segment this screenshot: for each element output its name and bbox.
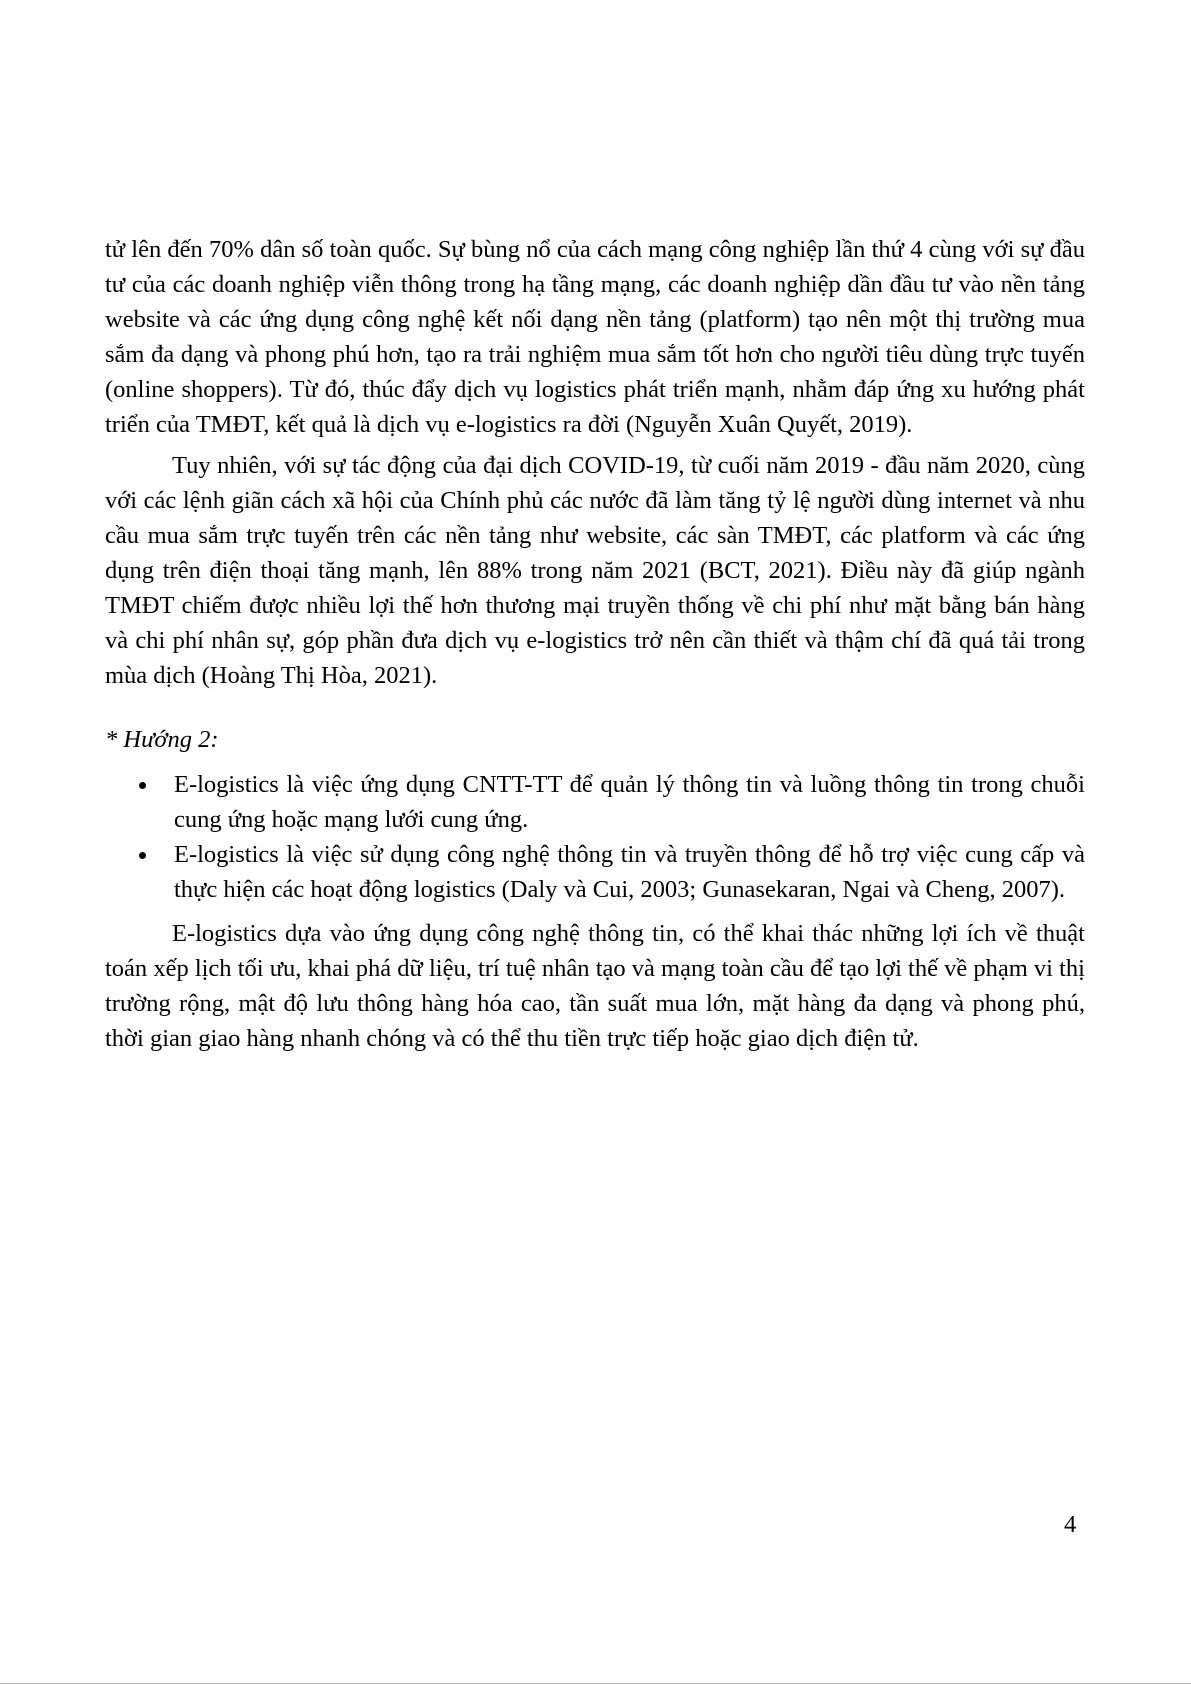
paragraph-covid-impact: Tuy nhiên, với sự tác động của đại dịch COVID-19, từ cuối năm 2019 - đầu năm 2020, cùng với các lệnh giãn cách xã hội của Chính phủ các nước đã làm tăng tỷ lệ người dùng internet và nhu cầu mua sắm trực tuyến trên các nền tảng như website, các sàn TMĐT, các platform và các ứng dụng trên điện thoại tăng mạnh, lên 88% trong năm 2021 (BCT, 2021). Điều này đã giúp ngành TMĐT chiếm được nhiều lợi thế hơn thương mại truyền thống về chi phí như mặt bằng bán hàng và chi phí nhân sự, góp phần đưa dịch vụ e-logistics trở nên cần thiết và thậm chí đã quá tải trong mùa dịch (Hoàng Thị Hòa, 2021).: [105, 452, 1085, 689]
page-number: 4: [1064, 1511, 1077, 1538]
list-item-text: E-logistics là việc sử dụng công nghệ thông tin và truyền thông để hỗ trợ việc cung cấp và thực hiện các hoạt động logistics (Daly và Cui, 2003; Gunasekaran, Ngai và Cheng, 2007).: [174, 841, 1085, 903]
list-item: [105, 837, 1085, 907]
bullet-dot-icon: [139, 782, 146, 789]
bullet-dot-icon: [139, 852, 146, 859]
page-bottom-edge: [0, 1683, 1191, 1684]
paragraph-intro-continuation: tử lên đến 70% dân số toàn quốc. Sự bùng nổ của cách mạng công nghiệp lần thứ 4 cùng với sự đầu tư của các doanh nghiệp viễn thông trong hạ tầng mạng, các doanh nghiệp dần đầu tư vào nền tảng website và các ứng dụng công nghệ kết nối dạng nền tảng (platform) tạo nên một thị trường mua sắm đa dạng và phong phú hơn, tạo ra trải nghiệm mua sắm tốt hơn cho người tiêu dùng trực tuyến (online shoppers). Từ đó, thúc đẩy dịch vụ logistics phát triển mạnh, nhằm đáp ứng xu hướng phát triển của TMĐT, kết quả là dịch vụ e-logistics ra đời (Nguyễn Xuân Quyết, 2019).: [105, 236, 1085, 438]
paragraph-elogistics-benefits: E-logistics dựa vào ứng dụng công nghệ thông tin, có thể khai thác những lợi ích về thuật toán xếp lịch tối ưu, khai phá dữ liệu, trí tuệ nhân tạo và mạng toàn cầu để tạo lợi thế về phạm vi thị trường rộng, mật độ lưu thông hàng hóa cao, tần suất mua lớn, mặt hàng đa dạng và phong phú, thời gian giao hàng nhanh chóng và có thể thu tiền trực tiếp hoặc giao dịch điện tử.: [105, 920, 1085, 1052]
list-item-text: E-logistics là việc ứng dụng CNTT-TT để quản lý thông tin và luồng thông tin trong chuỗi cung ứng hoặc mạng lưới cung ứng.: [174, 771, 1085, 833]
section-heading-huong-2: * Hướng 2:: [105, 726, 219, 753]
definition-list: [105, 767, 1085, 907]
list-item: [105, 767, 1085, 837]
page-body: [105, 232, 1085, 1056]
